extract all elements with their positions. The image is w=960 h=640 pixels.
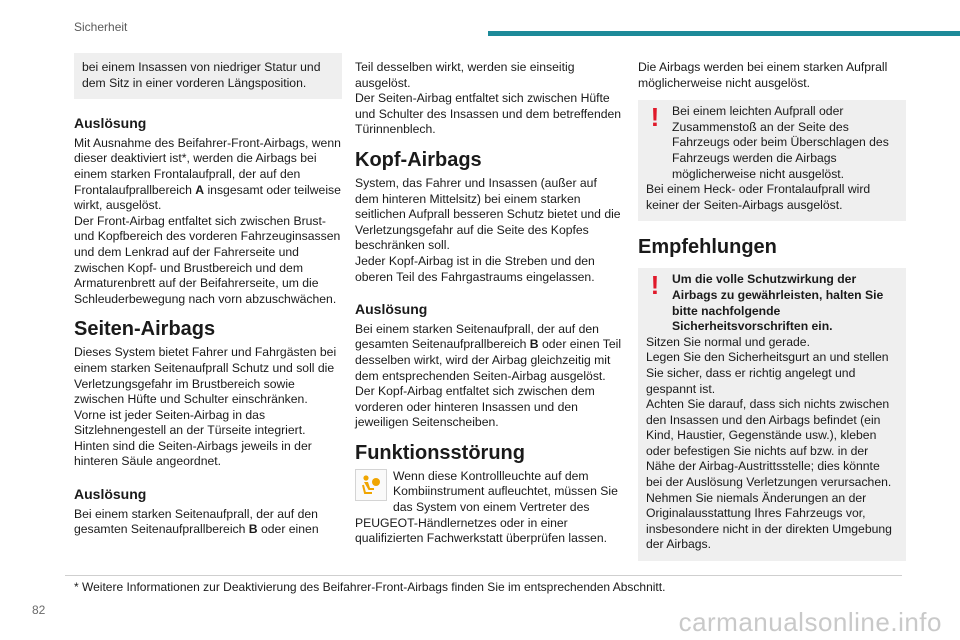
info-note	[74, 53, 342, 99]
paragraph: Mit Ausnahme des Beifahrer-Front-Airbags, wenn dieser deaktiviert ist*, werden die Airbags bei einem starken Frontalaufprall, der auf den Frontalaufprallbereich A insgesamt oder teilweise wirkt, ausgelöst.	[74, 135, 341, 213]
page-number: 82	[32, 603, 46, 617]
column-3	[638, 60, 906, 561]
warning-text: Bei einem Heck- oder Frontalaufprall wird keiner der Seiten-Airbags ausgelöst.	[646, 182, 871, 212]
footnote-divider	[65, 575, 902, 576]
paragraph: Der Seiten-Airbag entfaltet sich zwischen Hüfte und Schulter des Insassen und dem betreffenden Türinnenblech.	[355, 91, 622, 137]
warning-box	[638, 100, 906, 221]
heading-ausloesung-3: Auslösung	[355, 301, 428, 318]
column-1	[74, 53, 342, 538]
header-accent-bar	[488, 31, 960, 36]
column-2	[355, 60, 623, 547]
paragraph: Der Kopf-Airbag entfaltet sich zwischen dem vorderen oder hinteren Insassen und den jeweiligen Seitenscheiben.	[355, 384, 595, 430]
warning-text: Legen Sie den Sicherheitsgurt an und stellen Sie sicher, dass er richtig angelegt und gespannt ist.	[646, 350, 889, 396]
note-text: bei einem Insassen von niedriger Statur und dem Sitz in einer vorderen Längsposition.	[82, 60, 321, 90]
paragraph: Hinten sind die Seiten-Airbags jeweils in der hinteren Säule angeordnet.	[74, 438, 312, 469]
footnote: * Weitere Informationen zur Deaktivierung des Beifahrer-Front-Airbags finden Sie im entsprechenden Abschnitt.	[74, 580, 666, 594]
paragraph: Bei einem starken Seitenaufprall, der auf den gesamten Seitenaufprallbereich B oder einen	[74, 506, 319, 537]
warning-text-bold: Um die volle Schutzwirkung der Airbags zu gewährleisten, halten Sie bitte nachfolgende Sicherheitsvorschriften ein.	[672, 272, 884, 334]
airbag-warning-light-icon	[355, 469, 387, 501]
heading-funktionsstoerung: Funktionsstörung	[355, 441, 525, 464]
paragraph: System, das Fahrer und Insassen (außer auf dem hinteren Mittelsitz) bei einem starken seitlichen Aufprall besseren Schutz bietet und die Verletzungsgefahr auf die Seite des Kopfes beschränken soll.	[355, 175, 621, 253]
paragraph: Teil desselben wirkt, werden sie einseitig ausgelöst.	[355, 60, 575, 90]
warning-text: Sitzen Sie normal und gerade.	[646, 334, 810, 349]
paragraph: Jeder Kopf-Airbag ist in die Streben und den oberen Teil des Fahrgastraums eingelassen.	[355, 253, 595, 284]
warning-text: Bei einem leichten Aufprall oder Zusammenstoß an der Seite des Fahrzeugs oder beim Überschlagen des Fahrzeugs werden die Airbags möglicherweise nicht ausgelöst.	[672, 104, 889, 181]
section-title: Sicherheit	[74, 20, 128, 34]
heading-ausloesung-1: Auslösung	[74, 115, 147, 132]
heading-seiten-airbags: Seiten-Airbags	[74, 318, 216, 341]
warning-box	[638, 268, 906, 561]
warning-text: Nehmen Sie niemals Änderungen an der Originalausstattung Ihres Fahrzeugs vor, insbesondere nicht in der direkten Umgebung der Airbags.	[646, 490, 892, 552]
paragraph: Der Front-Airbag entfaltet sich zwischen Brust- und Kopfbereich des vorderen Fahrzeuginsassen und dem Lenkrad auf der Fahrerseite und zwischen Kopf- und Brustbereich und dem Armaturenbrett auf der Beifahrerseite, um die Schleuderbewegung nach vorn abzuschwächen.	[74, 213, 341, 306]
paragraph: Vorne ist jeder Seiten-Airbag in das Sitzlehnengestell an der Türseite integriert.	[74, 407, 306, 438]
heading-ausloesung-2: Auslösung	[74, 486, 147, 503]
paragraph: Bei einem starken Seitenaufprall, der auf den gesamten Seitenaufprallbereich B oder einen Teil desselben wirkt, wird der Airbag gleichzeitig mit dem entsprechenden Seiten-Airbag ausgelöst.	[355, 321, 622, 383]
paragraph: Dieses System bietet Fahrer und Fahrgästen bei einem starken Seitenaufprall Schutz und soll die Verletzungsgefahr im Brustbereich sowie zwischen Hüfte und Schulter einschränken.	[74, 345, 337, 407]
exclamation-icon: !	[650, 270, 660, 301]
heading-kopf-airbags: Kopf-Airbags	[355, 148, 482, 171]
warning-text: Achten Sie darauf, dass sich nichts zwischen den Insassen und den Airbags befindet (ein Kind, Haustier, Gegenstände usw.), kleben oder befestigen Sie nichts auf bzw. in der Nähe der Airbag-Austrittsstelle; dies könnte bei der Auslösung Verletzungen verursachen.	[646, 397, 892, 490]
exclamation-icon: !	[650, 102, 660, 133]
heading-empfehlungen: Empfehlungen	[638, 236, 777, 259]
paragraph: Die Airbags werden bei einem starken Aufprall möglicherweise nicht ausgelöst.	[638, 60, 888, 90]
paragraph: Wenn diese Kontrollleuchte auf dem Kombiinstrument aufleuchtet, müssen Sie das System von einem Vertreter des PEUGEOT-Händlernetzes oder in einer qualifizierten Fachwerkstatt überprüfen lassen.	[355, 468, 618, 546]
watermark: carmanualsonline.info	[678, 607, 942, 637]
